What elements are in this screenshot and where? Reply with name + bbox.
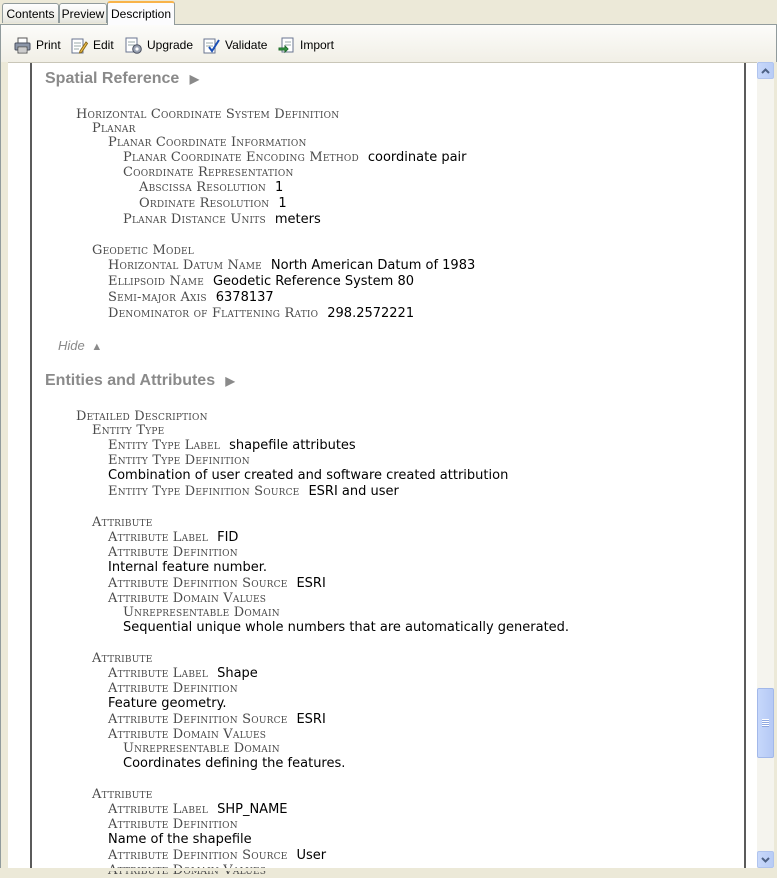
- ordinate-row: Ordinate Resolution 1: [139, 196, 287, 211]
- window-frame-bottom: [0, 868, 777, 871]
- attribute-definition-label: Attribute Definition: [108, 817, 238, 832]
- coordinate-representation-heading: Coordinate Representation: [123, 165, 294, 180]
- vertical-scrollbar[interactable]: [757, 62, 774, 868]
- entity-type-definition-label: Entity Type Definition: [108, 453, 250, 468]
- tab-contents[interactable]: Contents: [2, 3, 59, 23]
- flattening-row: Denominator of Flattening Ratio 298.2572221: [108, 306, 415, 321]
- chevron-down-icon: [761, 857, 770, 863]
- attribute-label-row: Attribute Label SHP_NAME: [108, 802, 288, 817]
- import-label: Import: [300, 38, 335, 52]
- entity-type-source-row: Entity Type Definition Source ESRI and user: [108, 484, 399, 499]
- scroll-up-button[interactable]: [757, 62, 774, 79]
- distance-units-value: meters: [274, 212, 321, 227]
- attribute-source-row: Attribute Definition Source ESRI: [108, 712, 326, 727]
- planar-heading: Planar: [92, 121, 136, 136]
- edit-label: Edit: [93, 38, 114, 52]
- unrepresentable-domain-label: Unrepresentable Domain: [123, 605, 280, 620]
- encoding-method-value: coordinate pair: [367, 150, 467, 165]
- entity-type-heading: Entity Type: [92, 423, 165, 438]
- attribute-heading: Attribute: [92, 515, 153, 530]
- entities-attributes-heading[interactable]: Entities and Attributes ▶: [45, 372, 235, 389]
- spatial-reference-heading[interactable]: Spatial Reference ▶: [45, 70, 199, 87]
- printer-icon: [14, 37, 31, 54]
- validate-label: Validate: [225, 38, 268, 52]
- attribute-label-value: FID: [217, 530, 239, 545]
- attribute-heading: Attribute: [92, 651, 153, 666]
- attribute-label-value: Shape: [217, 666, 258, 681]
- attribute-definition-value: Internal feature number.: [108, 560, 267, 575]
- attribute-source-row: Attribute Definition Source ESRI: [108, 576, 326, 591]
- semimajor-row: Semi-major Axis 6378137: [108, 290, 274, 305]
- import-icon: [278, 37, 295, 54]
- encoding-method-row: Planar Coordinate Encoding Method coordinate pair: [123, 150, 467, 165]
- geodetic-model-heading: Geodetic Model: [92, 243, 194, 258]
- expand-arrow-icon: ▶: [189, 72, 199, 86]
- planar-info-heading: Planar Coordinate Information: [108, 135, 307, 150]
- ellipsoid-row: Ellipsoid Name Geodetic Reference System 80: [108, 274, 414, 289]
- hide-link[interactable]: Hide ▲: [58, 338, 103, 353]
- attribute-label-value: SHP_NAME: [217, 802, 288, 817]
- print-label: Print: [36, 38, 61, 52]
- upgrade-button[interactable]: [125, 36, 193, 54]
- attribute-source-row: Attribute Definition Source User: [108, 848, 327, 863]
- scroll-down-button[interactable]: [757, 851, 774, 868]
- validate-button[interactable]: [203, 36, 267, 54]
- entity-type-source-value: ESRI and user: [308, 484, 399, 499]
- attribute-source-value: User: [296, 848, 327, 863]
- unrepresentable-domain-value: Sequential unique whole numbers that are automatically generated.: [123, 620, 570, 635]
- attribute-domain-heading: Attribute Domain Values: [108, 591, 267, 606]
- chevron-up-icon: [761, 68, 770, 74]
- attribute-label-row: Attribute Label FID: [108, 530, 239, 545]
- tab-preview[interactable]: Preview: [59, 3, 107, 23]
- edit-button[interactable]: [71, 36, 114, 54]
- print-button[interactable]: [14, 36, 61, 54]
- entity-type-label-value: shapefile attributes: [229, 438, 356, 453]
- upgrade-label: Upgrade: [147, 38, 194, 52]
- collapse-arrow-icon: ▲: [91, 341, 103, 353]
- validate-icon: [203, 37, 220, 54]
- attribute-domain-heading: Attribute Domain Values: [108, 727, 267, 742]
- toolbar: [0, 25, 777, 62]
- attribute-label-row: Attribute Label Shape: [108, 666, 258, 681]
- expand-arrow-icon: ▶: [225, 374, 235, 388]
- distance-units-row: Planar Distance Units meters: [123, 212, 321, 227]
- attribute-definition-label: Attribute Definition: [108, 681, 238, 696]
- datum-row: Horizontal Datum Name North American Datum of 1983: [108, 258, 476, 273]
- attribute-heading: Attribute: [92, 787, 153, 802]
- horizontal-coordinate-heading: Horizontal Coordinate System Definition: [76, 107, 340, 122]
- detailed-description-heading: Detailed Description: [76, 409, 208, 424]
- ellipsoid-value: Geodetic Reference System 80: [212, 274, 414, 289]
- description-pane: [8, 62, 757, 869]
- attribute-source-value: ESRI: [296, 576, 326, 591]
- left-rule: [30, 63, 32, 869]
- scroll-thumb[interactable]: [757, 688, 774, 758]
- datum-value: North American Datum of 1983: [270, 258, 476, 273]
- attribute-source-value: ESRI: [296, 712, 326, 727]
- attribute-definition-label: Attribute Definition: [108, 545, 238, 560]
- flattening-value: 298.2572221: [327, 306, 415, 321]
- attribute-definition-value: Feature geometry.: [108, 696, 227, 711]
- window-frame-left: [0, 62, 8, 871]
- edit-icon: [71, 37, 88, 54]
- upgrade-icon: [125, 37, 142, 54]
- entity-type-label-row: Entity Type Label shapefile attributes: [108, 438, 356, 453]
- abscissa-row: Abscissa Resolution 1: [139, 180, 284, 195]
- import-button[interactable]: [278, 36, 334, 54]
- grip-icon: [762, 719, 769, 727]
- semimajor-value: 6378137: [215, 290, 274, 305]
- ordinate-value: 1: [278, 196, 287, 211]
- attribute-definition-value: Name of the shapefile: [108, 832, 252, 847]
- right-rule: [744, 63, 746, 869]
- abscissa-value: 1: [275, 180, 284, 195]
- tab-strip: [0, 0, 777, 25]
- unrepresentable-domain-value: Coordinates defining the features.: [123, 756, 346, 771]
- entity-type-definition-value: Combination of user created and software created attribution: [108, 468, 509, 483]
- unrepresentable-domain-label: Unrepresentable Domain: [123, 741, 280, 756]
- tab-description[interactable]: Description: [107, 1, 175, 25]
